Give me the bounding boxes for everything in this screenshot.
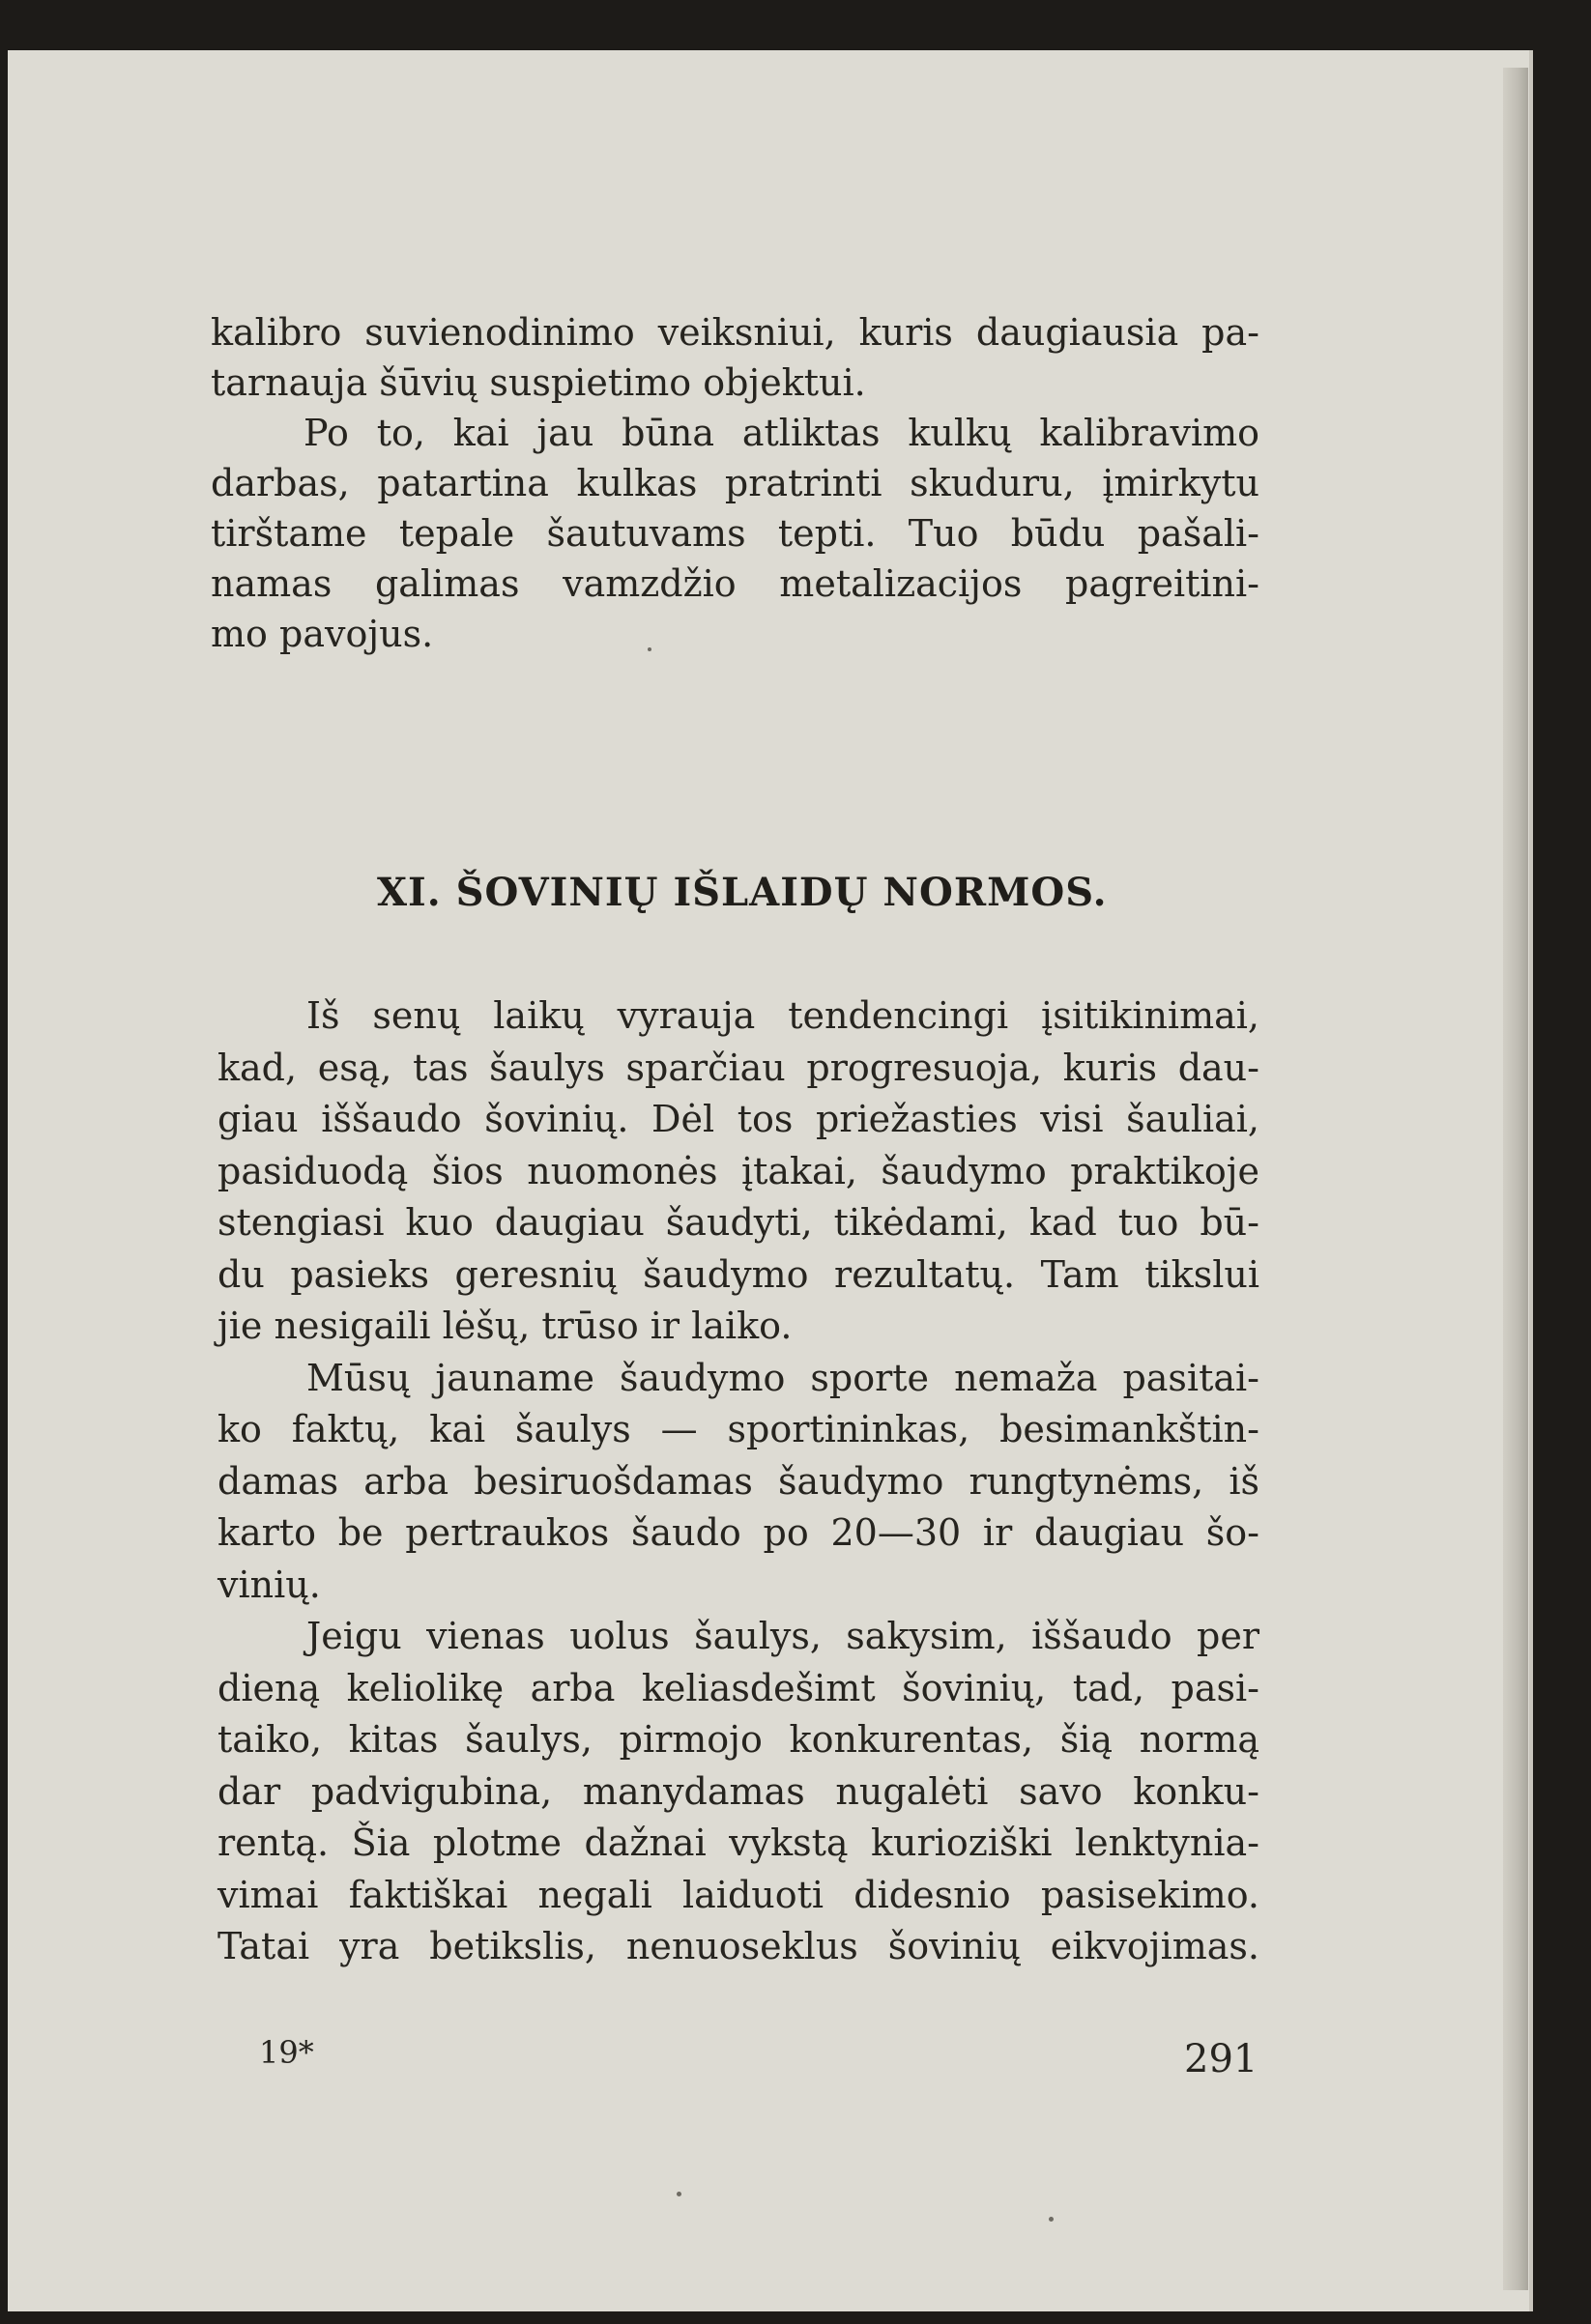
section-heading: XI. ŠOVINIŲ IŠLAIDŲ NORMOS. [377, 870, 1108, 915]
paper-speck [677, 2192, 681, 2196]
text-line: Po to, kai jau būna atliktas kulkų kalibravimo [304, 412, 1259, 454]
text-line: vimai faktiškai negali laiduoti didesnio pasisekimo. [217, 1873, 1259, 1916]
paper-speck [648, 647, 651, 651]
text-line: kalibro suvienodinimo veiksniui, kuris daugiausia pa- [211, 311, 1259, 354]
text-line: giau iššaudo šovinių. Dėl tos priežasties visi šauliai, [217, 1098, 1259, 1140]
text-line: karto be pertraukos šaudo po 20—30 ir daugiau šo- [217, 1511, 1259, 1554]
page-number: 291 [1184, 2037, 1258, 2081]
text-line: Tatai yra betikslis, nenuoseklus šovinių eikvojimas. [217, 1925, 1259, 1967]
text-line: vinių. [217, 1563, 321, 1606]
page-edge-shadow [1503, 68, 1528, 2290]
text-line: dieną keliolikę arba keliasdešimt šovinių, tad, pasi- [217, 1666, 1259, 1709]
section-body [217, 990, 1259, 1973]
text-line: Iš senų laikų vyrauja tendencingi įsitikinimai, [306, 994, 1259, 1037]
text-line: kad, esą, tas šaulys sparčiau progresuoja, kuris dau- [217, 1046, 1259, 1089]
text-line: mo pavojus. [211, 613, 434, 655]
text-line: tarnauja šūvių suspietimo objektui. [211, 361, 866, 404]
text-line: pasiduodą šios nuomonės įtakai, šaudymo praktikoje [217, 1149, 1259, 1192]
text-line: damas arba besiruošdamas šaudymo rungtynėms, iš [217, 1459, 1259, 1503]
top-text-block [211, 307, 1259, 659]
paragraph-beliefs [217, 990, 1259, 1353]
paper-speck [1049, 2217, 1054, 2222]
text-line: dar padvigubina, manydamas nugalėti savo konku- [217, 1769, 1259, 1813]
text-line: tirštame tepale šautuvams tepti. Tuo būdu pašali- [211, 512, 1259, 555]
paragraph-competition [217, 1611, 1259, 1973]
text-line: darbas, patartina kulkas pratrinti skuduru, įmirkytu [211, 462, 1259, 504]
text-line: rentą. Šia plotme dažnai vykstą kurioziški lenktynia- [217, 1822, 1259, 1864]
text-line: Jeigu vienas uolus šaulys, sakysim, iššaudo per [306, 1615, 1259, 1657]
text-line: taiko, kitas šaulys, pirmojo konkurentas, šią normą [217, 1718, 1259, 1761]
text-line: stengiasi kuo daugiau šaudyti, tikėdami, kad tuo bū- [217, 1201, 1259, 1244]
printer-signature: 19* [259, 2034, 314, 2071]
paragraph-calibration [211, 408, 1259, 659]
text-line: du pasieks geresnių šaudymo rezultatų. Tam tikslui [217, 1252, 1259, 1296]
text-line: Mūsų jauname šaudymo sporte nemaža pasitai- [306, 1356, 1259, 1399]
paragraph-continuation [211, 307, 1259, 408]
text-line: namas galimas vamzdžio metalizacijos pagreitini- [211, 562, 1259, 605]
text-line: ko faktų, kai šaulys — sportininkas, besimankštin- [217, 1408, 1259, 1450]
paragraph-facts [217, 1353, 1259, 1612]
text-line: jie nesigaili lėšų, trūso ir laiko. [217, 1305, 793, 1347]
